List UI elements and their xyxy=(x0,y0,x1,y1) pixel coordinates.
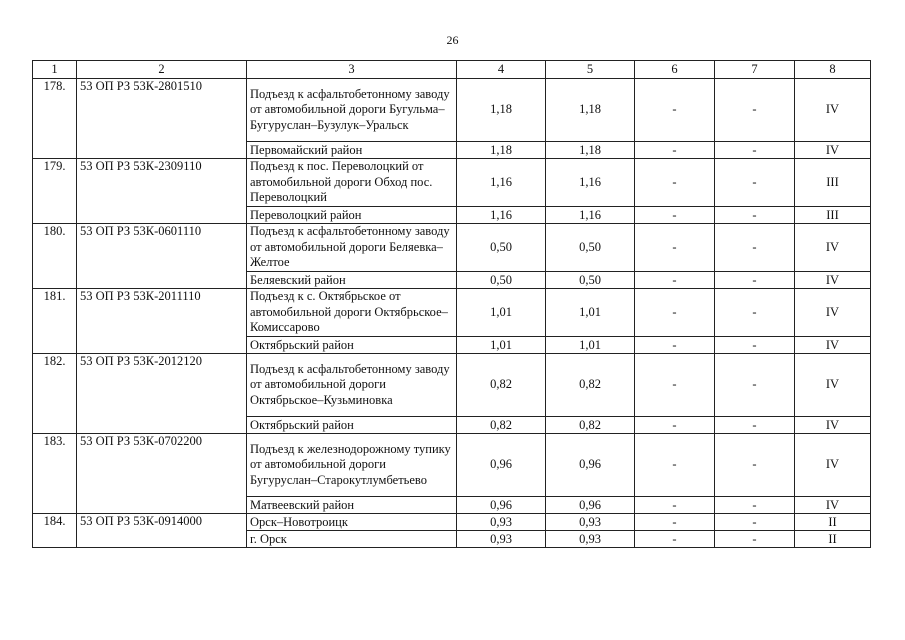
row-number: 178. xyxy=(33,79,77,159)
value-col6: - xyxy=(635,289,715,337)
district-name: Переволоцкий район xyxy=(247,207,457,224)
value-col7: - xyxy=(715,497,795,514)
road-category: II xyxy=(795,531,871,548)
header-cell: 5 xyxy=(546,61,635,79)
value-col7: - xyxy=(715,142,795,159)
road-code: 53 ОП РЗ 53К-2801510 xyxy=(77,79,247,159)
value-col7: - xyxy=(715,434,795,497)
road-name: Орск–Новотроицк xyxy=(247,514,457,531)
length-col5: 0,82 xyxy=(546,354,635,417)
length-total: 1,16 xyxy=(457,207,546,224)
length-total: 0,82 xyxy=(457,354,546,417)
length-col5: 0,93 xyxy=(546,531,635,548)
length-total: 0,50 xyxy=(457,224,546,272)
value-col7: - xyxy=(715,207,795,224)
value-col7: - xyxy=(715,514,795,531)
value-col7: - xyxy=(715,224,795,272)
row-number: 180. xyxy=(33,224,77,289)
road-category: IV xyxy=(795,79,871,142)
header-cell: 2 xyxy=(77,61,247,79)
length-col5: 0,50 xyxy=(546,224,635,272)
length-col5: 1,01 xyxy=(546,289,635,337)
table-row xyxy=(33,224,871,272)
row-number: 179. xyxy=(33,159,77,224)
header-cell: 4 xyxy=(457,61,546,79)
road-code: 53 ОП РЗ 53К-2012120 xyxy=(77,354,247,434)
header-cell: 3 xyxy=(247,61,457,79)
value-col6: - xyxy=(635,531,715,548)
row-number: 184. xyxy=(33,514,77,548)
header-cell: 6 xyxy=(635,61,715,79)
length-col5: 1,16 xyxy=(546,207,635,224)
length-col5: 1,18 xyxy=(546,142,635,159)
road-category: IV xyxy=(795,417,871,434)
value-col6: - xyxy=(635,272,715,289)
value-col7: - xyxy=(715,337,795,354)
length-total: 1,18 xyxy=(457,79,546,142)
length-total: 0,93 xyxy=(457,531,546,548)
length-col5: 0,93 xyxy=(546,514,635,531)
table-row xyxy=(33,354,871,417)
road-category: IV xyxy=(795,354,871,417)
road-name: Подъезд к асфальтобетонному заводу от автомобильной дороги Бугульма–Бугуруслан–Бузулук–Уральск xyxy=(247,79,457,142)
value-col6: - xyxy=(635,224,715,272)
length-col5: 1,16 xyxy=(546,159,635,207)
value-col7: - xyxy=(715,531,795,548)
length-total: 1,01 xyxy=(457,289,546,337)
district-name: Матвеевский район xyxy=(247,497,457,514)
length-total: 0,50 xyxy=(457,272,546,289)
length-col5: 0,50 xyxy=(546,272,635,289)
road-category: IV xyxy=(795,142,871,159)
value-col6: - xyxy=(635,514,715,531)
length-total: 0,96 xyxy=(457,497,546,514)
length-total: 1,16 xyxy=(457,159,546,207)
roads-table xyxy=(32,60,871,548)
length-col5: 0,96 xyxy=(546,434,635,497)
road-category: IV xyxy=(795,224,871,272)
road-name: Подъезд к пос. Переволоцкий от автомобильной дороги Обход пос. Переволоцкий xyxy=(247,159,457,207)
road-name: Подъезд к асфальтобетонному заводу от автомобильной дороги Октябрьское–Кузьминовка xyxy=(247,354,457,417)
road-name: Подъезд к с. Октябрьское от автомобильной дороги Октябрьское–Комиссарово xyxy=(247,289,457,337)
table-header-row xyxy=(33,61,871,79)
value-col6: - xyxy=(635,142,715,159)
value-col7: - xyxy=(715,354,795,417)
value-col6: - xyxy=(635,434,715,497)
road-name: Подъезд к асфальтобетонному заводу от автомобильной дороги Беляевка–Желтое xyxy=(247,224,457,272)
value-col7: - xyxy=(715,272,795,289)
road-category: III xyxy=(795,159,871,207)
value-col7: - xyxy=(715,159,795,207)
table-row xyxy=(33,434,871,497)
road-category: IV xyxy=(795,337,871,354)
header-cell: 1 xyxy=(33,61,77,79)
district-name: Октябрьский район xyxy=(247,337,457,354)
length-total: 1,01 xyxy=(457,337,546,354)
length-total: 0,96 xyxy=(457,434,546,497)
value-col6: - xyxy=(635,79,715,142)
road-code: 53 ОП РЗ 53К-0601110 xyxy=(77,224,247,289)
road-category: IV xyxy=(795,434,871,497)
road-code: 53 ОП РЗ 53К-0914000 xyxy=(77,514,247,548)
table-row xyxy=(33,79,871,142)
value-col6: - xyxy=(635,497,715,514)
road-code: 53 ОП РЗ 53К-2011110 xyxy=(77,289,247,354)
length-total: 0,93 xyxy=(457,514,546,531)
length-col5: 0,82 xyxy=(546,417,635,434)
value-col7: - xyxy=(715,79,795,142)
table-row xyxy=(33,289,871,337)
length-total: 1,18 xyxy=(457,142,546,159)
length-col5: 1,18 xyxy=(546,79,635,142)
header-cell: 7 xyxy=(715,61,795,79)
road-code: 53 ОП РЗ 53К-0702200 xyxy=(77,434,247,514)
value-col6: - xyxy=(635,354,715,417)
road-category: III xyxy=(795,207,871,224)
table-row xyxy=(33,514,871,531)
value-col6: - xyxy=(635,337,715,354)
header-cell: 8 xyxy=(795,61,871,79)
length-col5: 1,01 xyxy=(546,337,635,354)
page-number: 26 xyxy=(446,33,459,47)
road-category: IV xyxy=(795,497,871,514)
district-name: Беляевский район xyxy=(247,272,457,289)
road-category: IV xyxy=(795,289,871,337)
table-row xyxy=(33,159,871,207)
value-col6: - xyxy=(635,207,715,224)
road-category: IV xyxy=(795,272,871,289)
road-code: 53 ОП РЗ 53К-2309110 xyxy=(77,159,247,224)
value-col6: - xyxy=(635,417,715,434)
district-name: Первомайский район xyxy=(247,142,457,159)
road-name: Подъезд к железнодорожному тупику от автомобильной дороги Бугуруслан–Старокутлумбетьево xyxy=(247,434,457,497)
length-col5: 0,96 xyxy=(546,497,635,514)
length-total: 0,82 xyxy=(457,417,546,434)
value-col7: - xyxy=(715,417,795,434)
district-name: г. Орск xyxy=(247,531,457,548)
district-name: Октябрьский район xyxy=(247,417,457,434)
row-number: 181. xyxy=(33,289,77,354)
row-number: 182. xyxy=(33,354,77,434)
row-number: 183. xyxy=(33,434,77,514)
value-col7: - xyxy=(715,289,795,337)
value-col6: - xyxy=(635,159,715,207)
road-category: II xyxy=(795,514,871,531)
